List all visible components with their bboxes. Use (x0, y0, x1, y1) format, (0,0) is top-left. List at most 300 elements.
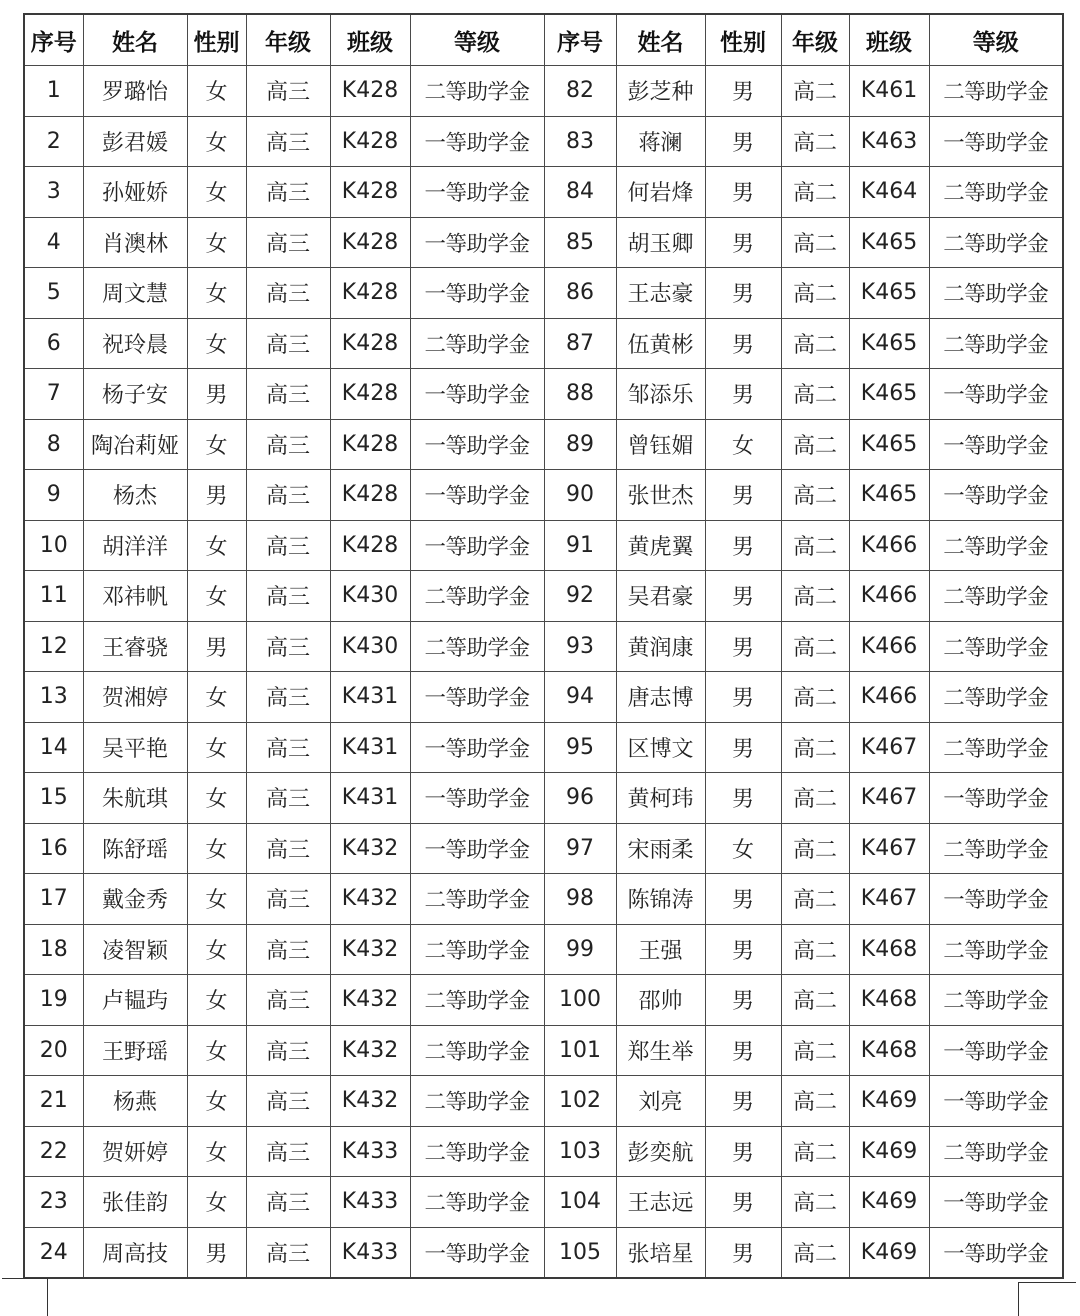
cell-level: 二等助学金 (410, 1025, 544, 1076)
cell-name: 陶冶莉娅 (83, 419, 187, 470)
cell-grade: 高二 (781, 1126, 849, 1177)
cell-index: 3 (24, 167, 83, 218)
cell-level: 一等助学金 (410, 470, 544, 521)
cell-name: 孙娅娇 (83, 167, 187, 218)
cell-name: 吴平艳 (83, 722, 187, 773)
cell-name: 彭君媛 (83, 116, 187, 167)
cell-gender: 男 (705, 66, 781, 117)
cell-gender: 女 (187, 268, 246, 319)
cell-level: 二等助学金 (410, 621, 544, 672)
table-row (24, 369, 1063, 420)
cell-name: 黄虎翼 (616, 520, 705, 571)
cell-gender: 男 (705, 1025, 781, 1076)
cell-grade: 高二 (781, 369, 849, 420)
cell-name: 曾钰媚 (616, 419, 705, 470)
cell-name: 彭芝种 (616, 66, 705, 117)
cell-name: 祝玲晨 (83, 318, 187, 369)
cell-level: 二等助学金 (929, 672, 1063, 723)
cell-level: 二等助学金 (929, 975, 1063, 1026)
cell-grade: 高二 (781, 1177, 849, 1228)
cell-index: 104 (544, 1177, 616, 1228)
cell-gender: 男 (187, 369, 246, 420)
cell-class: K465 (849, 369, 929, 420)
cell-class: K467 (849, 823, 929, 874)
cell-class: K428 (330, 419, 410, 470)
cell-gender: 女 (187, 823, 246, 874)
table-row (24, 621, 1063, 672)
cell-grade: 高二 (781, 773, 849, 824)
cell-index: 91 (544, 520, 616, 571)
cell-level: 二等助学金 (929, 268, 1063, 319)
cell-grade: 高三 (246, 672, 330, 723)
cell-grade: 高三 (246, 318, 330, 369)
cell-class: K432 (330, 1076, 410, 1127)
cell-class: K428 (330, 116, 410, 167)
cell-grade: 高二 (781, 318, 849, 369)
cell-gender: 男 (705, 621, 781, 672)
table-row (24, 1227, 1063, 1278)
cell-grade: 高三 (246, 1025, 330, 1076)
cell-index: 17 (24, 874, 83, 925)
cell-name: 杨燕 (83, 1076, 187, 1127)
cell-name: 卢韫玙 (83, 975, 187, 1026)
cell-level: 一等助学金 (929, 1076, 1063, 1127)
cell-index: 14 (24, 722, 83, 773)
cell-class: K428 (330, 268, 410, 319)
cell-level: 二等助学金 (410, 975, 544, 1026)
header-gender: 性别 (187, 14, 246, 66)
cell-name: 彭奕航 (616, 1126, 705, 1177)
cell-class: K466 (849, 621, 929, 672)
cell-gender: 女 (187, 975, 246, 1026)
cell-class: K432 (330, 874, 410, 925)
cell-grade: 高二 (781, 66, 849, 117)
cell-gender: 男 (705, 773, 781, 824)
cell-level: 二等助学金 (929, 318, 1063, 369)
cell-gender: 男 (705, 217, 781, 268)
cell-grade: 高三 (246, 571, 330, 622)
cell-class: K464 (849, 167, 929, 218)
cell-level: 一等助学金 (929, 1177, 1063, 1228)
cell-class: K468 (849, 924, 929, 975)
cell-index: 98 (544, 874, 616, 925)
cell-gender: 男 (705, 722, 781, 773)
cell-name: 郑生举 (616, 1025, 705, 1076)
cell-gender: 女 (187, 874, 246, 925)
cell-name: 何岩烽 (616, 167, 705, 218)
crop-mark-bottom-right-h (1018, 1282, 1076, 1283)
cell-gender: 女 (187, 672, 246, 723)
cell-index: 9 (24, 470, 83, 521)
cell-level: 二等助学金 (929, 621, 1063, 672)
cell-name: 黄柯玮 (616, 773, 705, 824)
table-row (24, 1126, 1063, 1177)
cell-level: 一等助学金 (410, 116, 544, 167)
cell-grade: 高三 (246, 975, 330, 1026)
cell-level: 一等助学金 (410, 167, 544, 218)
cell-grade: 高三 (246, 268, 330, 319)
cell-level: 二等助学金 (410, 66, 544, 117)
cell-index: 93 (544, 621, 616, 672)
cell-level: 二等助学金 (410, 924, 544, 975)
cell-class: K466 (849, 520, 929, 571)
cell-index: 87 (544, 318, 616, 369)
cell-class: K433 (330, 1126, 410, 1177)
cell-name: 吴君豪 (616, 571, 705, 622)
cell-level: 一等助学金 (410, 520, 544, 571)
cell-grade: 高三 (246, 874, 330, 925)
cell-name: 戴金秀 (83, 874, 187, 925)
cell-class: K433 (330, 1227, 410, 1278)
crop-mark-bottom-left-v (47, 1278, 48, 1316)
cell-grade: 高三 (246, 722, 330, 773)
cell-index: 94 (544, 672, 616, 723)
cell-class: K465 (849, 470, 929, 521)
crop-mark-bottom-right-v (1018, 1282, 1019, 1316)
cell-gender: 男 (705, 1177, 781, 1228)
cell-index: 95 (544, 722, 616, 773)
table-row (24, 975, 1063, 1026)
cell-grade: 高三 (246, 66, 330, 117)
header-grade: 年级 (246, 14, 330, 66)
cell-class: K428 (330, 318, 410, 369)
cell-index: 86 (544, 268, 616, 319)
cell-class: K431 (330, 722, 410, 773)
cell-gender: 女 (187, 217, 246, 268)
cell-index: 13 (24, 672, 83, 723)
cell-name: 陈锦涛 (616, 874, 705, 925)
table-row (24, 722, 1063, 773)
cell-name: 邹添乐 (616, 369, 705, 420)
cell-level: 一等助学金 (929, 1025, 1063, 1076)
student-aid-table (23, 13, 1064, 1279)
cell-grade: 高二 (781, 823, 849, 874)
cell-grade: 高二 (781, 217, 849, 268)
cell-gender: 男 (187, 621, 246, 672)
cell-class: K428 (330, 167, 410, 218)
cell-grade: 高三 (246, 1177, 330, 1228)
cell-index: 82 (544, 66, 616, 117)
cell-index: 96 (544, 773, 616, 824)
cell-grade: 高三 (246, 1076, 330, 1127)
cell-level: 二等助学金 (410, 874, 544, 925)
cell-index: 4 (24, 217, 83, 268)
cell-grade: 高三 (246, 116, 330, 167)
cell-gender: 男 (705, 268, 781, 319)
cell-index: 85 (544, 217, 616, 268)
cell-class: K467 (849, 773, 929, 824)
cell-level: 一等助学金 (929, 874, 1063, 925)
table-row (24, 66, 1063, 117)
cell-class: K432 (330, 1025, 410, 1076)
cell-gender: 男 (705, 167, 781, 218)
cell-gender: 男 (705, 369, 781, 420)
table-row (24, 1076, 1063, 1127)
cell-gender: 女 (705, 823, 781, 874)
cell-gender: 女 (187, 1025, 246, 1076)
cell-index: 99 (544, 924, 616, 975)
cell-name: 杨子安 (83, 369, 187, 420)
cell-name: 周高技 (83, 1227, 187, 1278)
cell-grade: 高二 (781, 874, 849, 925)
cell-level: 一等助学金 (929, 116, 1063, 167)
cell-gender: 男 (705, 1076, 781, 1127)
cell-grade: 高三 (246, 621, 330, 672)
cell-level: 二等助学金 (929, 823, 1063, 874)
cell-index: 88 (544, 369, 616, 420)
cell-name: 刘亮 (616, 1076, 705, 1127)
cell-class: K433 (330, 1177, 410, 1228)
cell-class: K432 (330, 924, 410, 975)
cell-class: K465 (849, 419, 929, 470)
cell-level: 一等助学金 (410, 823, 544, 874)
cell-index: 15 (24, 773, 83, 824)
cell-class: K469 (849, 1126, 929, 1177)
cell-grade: 高二 (781, 571, 849, 622)
table-row (24, 672, 1063, 723)
cell-level: 二等助学金 (929, 167, 1063, 218)
cell-grade: 高三 (246, 1227, 330, 1278)
cell-name: 黄润康 (616, 621, 705, 672)
table-row (24, 571, 1063, 622)
cell-name: 王志远 (616, 1177, 705, 1228)
cell-grade: 高三 (246, 1126, 330, 1177)
cell-gender: 女 (187, 318, 246, 369)
cell-class: K469 (849, 1227, 929, 1278)
cell-class: K430 (330, 571, 410, 622)
cell-index: 24 (24, 1227, 83, 1278)
cell-grade: 高三 (246, 520, 330, 571)
cell-class: K428 (330, 369, 410, 420)
cell-index: 1 (24, 66, 83, 117)
cell-name: 宋雨柔 (616, 823, 705, 874)
header-level: 等级 (929, 14, 1063, 66)
cell-gender: 女 (187, 773, 246, 824)
cell-index: 90 (544, 470, 616, 521)
header-index: 序号 (544, 14, 616, 66)
cell-gender: 男 (705, 874, 781, 925)
cell-index: 5 (24, 268, 83, 319)
cell-class: K432 (330, 823, 410, 874)
cell-index: 6 (24, 318, 83, 369)
cell-gender: 男 (187, 470, 246, 521)
cell-name: 贺湘婷 (83, 672, 187, 723)
cell-index: 22 (24, 1126, 83, 1177)
cell-grade: 高三 (246, 419, 330, 470)
cell-level: 二等助学金 (410, 318, 544, 369)
cell-level: 一等助学金 (410, 369, 544, 420)
cell-index: 11 (24, 571, 83, 622)
cell-level: 一等助学金 (410, 419, 544, 470)
table-row (24, 268, 1063, 319)
cell-gender: 女 (187, 167, 246, 218)
cell-level: 一等助学金 (410, 1227, 544, 1278)
cell-name: 周文慧 (83, 268, 187, 319)
table-row (24, 773, 1063, 824)
cell-index: 10 (24, 520, 83, 571)
cell-name: 王野瑶 (83, 1025, 187, 1076)
cell-gender: 男 (705, 924, 781, 975)
cell-class: K468 (849, 975, 929, 1026)
cell-class: K432 (330, 975, 410, 1026)
cell-gender: 女 (187, 1177, 246, 1228)
cell-class: K428 (330, 520, 410, 571)
cell-index: 19 (24, 975, 83, 1026)
cell-level: 一等助学金 (410, 773, 544, 824)
cell-level: 一等助学金 (410, 672, 544, 723)
cell-name: 王强 (616, 924, 705, 975)
cell-gender: 男 (705, 672, 781, 723)
cell-class: K431 (330, 773, 410, 824)
table-row (24, 1177, 1063, 1228)
cell-level: 一等助学金 (410, 722, 544, 773)
cell-grade: 高三 (246, 167, 330, 218)
cell-name: 张培星 (616, 1227, 705, 1278)
cell-level: 一等助学金 (929, 470, 1063, 521)
crop-mark-bottom-left-h (2, 1278, 48, 1279)
cell-index: 83 (544, 116, 616, 167)
cell-level: 一等助学金 (410, 217, 544, 268)
cell-index: 20 (24, 1025, 83, 1076)
header-gender: 性别 (705, 14, 781, 66)
cell-gender: 女 (187, 1076, 246, 1127)
cell-name: 陈舒瑶 (83, 823, 187, 874)
table-row (24, 167, 1063, 218)
cell-gender: 女 (187, 722, 246, 773)
cell-level: 二等助学金 (410, 1076, 544, 1127)
table-row (24, 874, 1063, 925)
cell-name: 伍黄彬 (616, 318, 705, 369)
table-body (24, 66, 1063, 1279)
cell-name: 肖澳林 (83, 217, 187, 268)
cell-level: 二等助学金 (929, 217, 1063, 268)
table-row (24, 419, 1063, 470)
cell-name: 邵帅 (616, 975, 705, 1026)
cell-gender: 男 (705, 571, 781, 622)
cell-name: 胡洋洋 (83, 520, 187, 571)
cell-name: 罗璐怡 (83, 66, 187, 117)
cell-index: 16 (24, 823, 83, 874)
cell-grade: 高三 (246, 369, 330, 420)
cell-grade: 高二 (781, 722, 849, 773)
cell-class: K467 (849, 874, 929, 925)
cell-index: 84 (544, 167, 616, 218)
cell-grade: 高二 (781, 924, 849, 975)
cell-index: 97 (544, 823, 616, 874)
cell-grade: 高三 (246, 823, 330, 874)
cell-name: 唐志博 (616, 672, 705, 723)
cell-gender: 女 (187, 66, 246, 117)
cell-level: 一等助学金 (929, 419, 1063, 470)
cell-gender: 女 (187, 1126, 246, 1177)
cell-grade: 高二 (781, 1076, 849, 1127)
cell-class: K431 (330, 672, 410, 723)
cell-gender: 女 (187, 419, 246, 470)
cell-name: 邓祎帆 (83, 571, 187, 622)
cell-gender: 女 (187, 571, 246, 622)
cell-name: 王志豪 (616, 268, 705, 319)
cell-index: 103 (544, 1126, 616, 1177)
table-row (24, 924, 1063, 975)
cell-class: K428 (330, 66, 410, 117)
cell-name: 贺妍婷 (83, 1126, 187, 1177)
cell-grade: 高三 (246, 924, 330, 975)
cell-name: 蒋澜 (616, 116, 705, 167)
cell-class: K430 (330, 621, 410, 672)
cell-grade: 高二 (781, 1227, 849, 1278)
cell-index: 21 (24, 1076, 83, 1127)
cell-index: 7 (24, 369, 83, 420)
cell-class: K467 (849, 722, 929, 773)
cell-class: K463 (849, 116, 929, 167)
cell-level: 一等助学金 (929, 773, 1063, 824)
cell-gender: 男 (705, 318, 781, 369)
cell-index: 89 (544, 419, 616, 470)
cell-grade: 高二 (781, 116, 849, 167)
header-class: 班级 (330, 14, 410, 66)
cell-grade: 高三 (246, 773, 330, 824)
cell-index: 92 (544, 571, 616, 622)
cell-level: 二等助学金 (929, 66, 1063, 117)
cell-gender: 女 (187, 116, 246, 167)
cell-index: 100 (544, 975, 616, 1026)
cell-class: K466 (849, 571, 929, 622)
cell-class: K469 (849, 1076, 929, 1127)
cell-class: K466 (849, 672, 929, 723)
cell-level: 二等助学金 (410, 1126, 544, 1177)
cell-class: K465 (849, 268, 929, 319)
cell-name: 王睿骁 (83, 621, 187, 672)
table-row (24, 318, 1063, 369)
cell-grade: 高二 (781, 268, 849, 319)
cell-level: 一等助学金 (410, 268, 544, 319)
cell-level: 一等助学金 (929, 1227, 1063, 1278)
cell-name: 杨杰 (83, 470, 187, 521)
cell-level: 二等助学金 (410, 1177, 544, 1228)
table-row (24, 470, 1063, 521)
cell-grade: 高二 (781, 621, 849, 672)
table-row (24, 823, 1063, 874)
cell-level: 二等助学金 (929, 571, 1063, 622)
cell-class: K465 (849, 318, 929, 369)
cell-index: 105 (544, 1227, 616, 1278)
cell-class: K428 (330, 470, 410, 521)
header-level: 等级 (410, 14, 544, 66)
cell-name: 胡玉卿 (616, 217, 705, 268)
cell-gender: 男 (705, 1126, 781, 1177)
header-row (24, 14, 1063, 66)
header-grade: 年级 (781, 14, 849, 66)
cell-gender: 男 (705, 975, 781, 1026)
cell-index: 23 (24, 1177, 83, 1228)
table-row (24, 116, 1063, 167)
cell-gender: 女 (187, 520, 246, 571)
table-row (24, 520, 1063, 571)
header-name: 姓名 (83, 14, 187, 66)
cell-name: 凌智颖 (83, 924, 187, 975)
cell-name: 张佳韵 (83, 1177, 187, 1228)
header-name: 姓名 (616, 14, 705, 66)
cell-index: 101 (544, 1025, 616, 1076)
cell-index: 12 (24, 621, 83, 672)
cell-index: 2 (24, 116, 83, 167)
cell-index: 102 (544, 1076, 616, 1127)
cell-class: K469 (849, 1177, 929, 1228)
cell-grade: 高二 (781, 1025, 849, 1076)
cell-class: K461 (849, 66, 929, 117)
cell-level: 一等助学金 (929, 369, 1063, 420)
cell-index: 18 (24, 924, 83, 975)
